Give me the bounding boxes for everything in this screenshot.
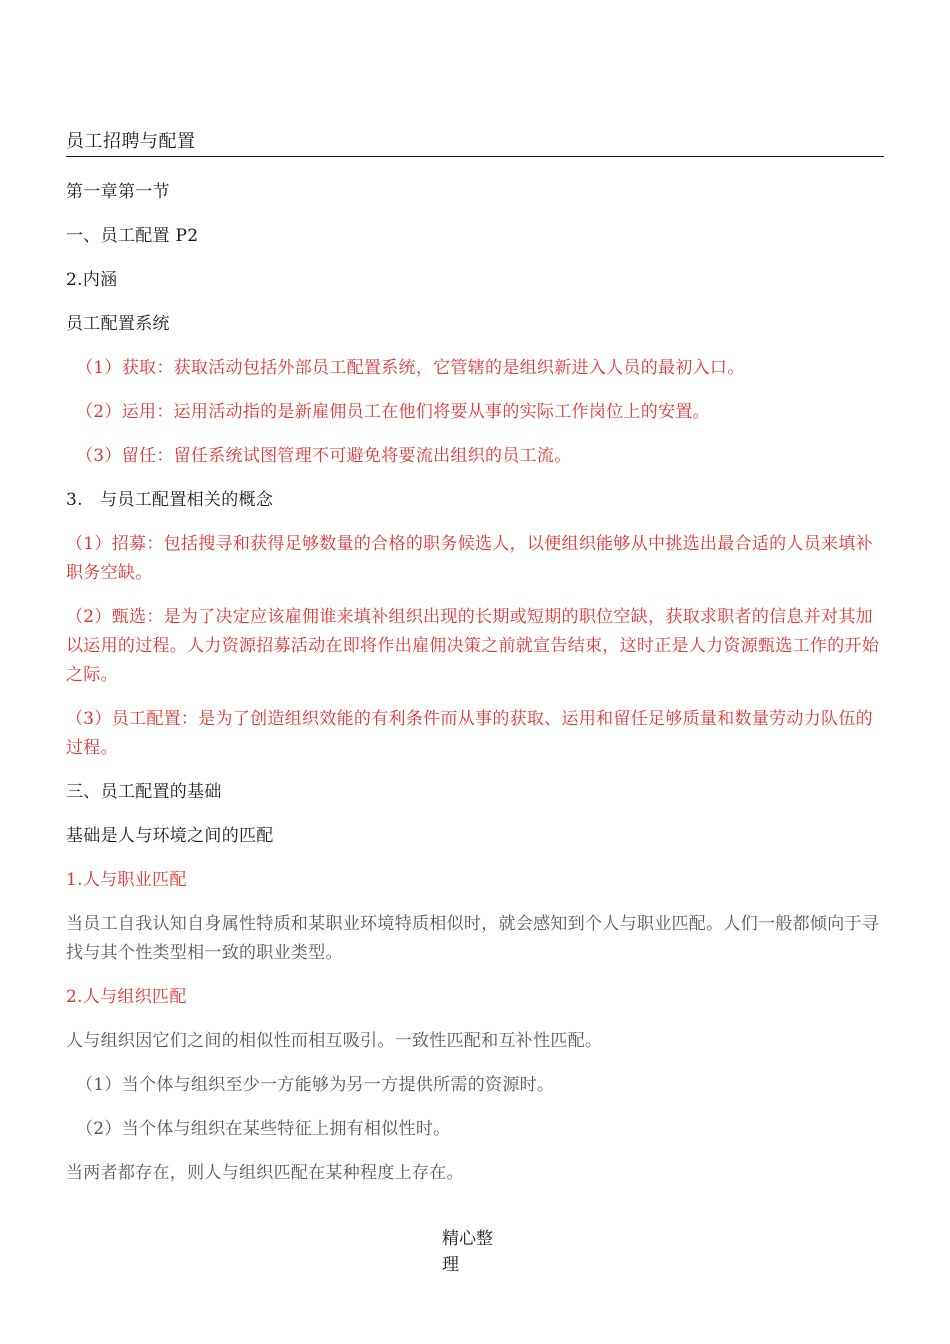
subheading-2: 2.内涵	[66, 270, 118, 290]
basis-text: 基础是人与环境之间的匹配	[66, 826, 274, 846]
match2-item-1: （1）当个体与组织至少一方能够为另一方提供所需的资源时。	[76, 1075, 555, 1095]
section-heading-3: 三、员工配置的基础	[66, 782, 222, 802]
conclusion-text: 当两者都存在，则人与组织匹配在某种程度上存在。	[66, 1163, 464, 1183]
match1-heading: 1.人与职业匹配	[66, 870, 187, 890]
concept-select: （2）甄选：是为了决定应该雇佣谁来填补组织出现的长期或短期的职位空缺，获取求职者的信息并对其加以运用的过程。人力资源招募活动在即将作出雇佣决策之前就宣告结束，这时正是人力资源甄选工作的开始之际。	[66, 607, 880, 685]
footer-line-1: 精心整	[442, 1229, 493, 1249]
system-item-acquire: （1）获取：获取活动包括外部员工配置系统，它管辖的是组织新进入人员的最初入口。	[76, 358, 745, 378]
match1-text: 当员工自我认知自身属性特质和某职业环境特质相似时，就会感知到个人与职业匹配。人们一般都倾向于寻找与其个性类型相一致的职业类型。	[66, 914, 880, 963]
match2-item-2: （2）当个体与组织在某些特征上拥有相似性时。	[76, 1119, 451, 1139]
chapter-heading: 第一章第一节	[66, 182, 170, 202]
subheading-3: 3. 与员工配置相关的概念	[66, 490, 274, 510]
document-title: 员工招聘与配置	[66, 131, 196, 152]
concept-recruit: （1）招募：包括搜寻和获得足够数量的合格的职务候选人，以便组织能够从中挑选出最合适的人员来填补职务空缺。	[66, 534, 873, 583]
match2-text: 人与组织因它们之间的相似性而相互吸引。一致性匹配和互补性匹配。	[66, 1031, 603, 1051]
page-header	[66, 130, 884, 157]
system-title: 员工配置系统	[66, 314, 170, 334]
section-heading-1: 一、员工配置 P2	[66, 226, 199, 246]
document-body	[66, 178, 884, 1203]
footer-line-2: 理	[442, 1255, 459, 1275]
match2-heading: 2.人与组织匹配	[66, 987, 187, 1007]
concept-staffing: （3）员工配置：是为了创造组织效能的有利条件而从事的获取、运用和留任足够质量和数量劳动力队伍的过程。	[66, 709, 873, 758]
page-footer	[442, 1226, 512, 1278]
system-item-apply: （2）运用：运用活动指的是新雇佣员工在他们将要从事的实际工作岗位上的安置。	[76, 402, 710, 422]
system-item-retain: （3）留任：留任系统试图管理不可避免将要流出组织的员工流。	[76, 446, 572, 466]
